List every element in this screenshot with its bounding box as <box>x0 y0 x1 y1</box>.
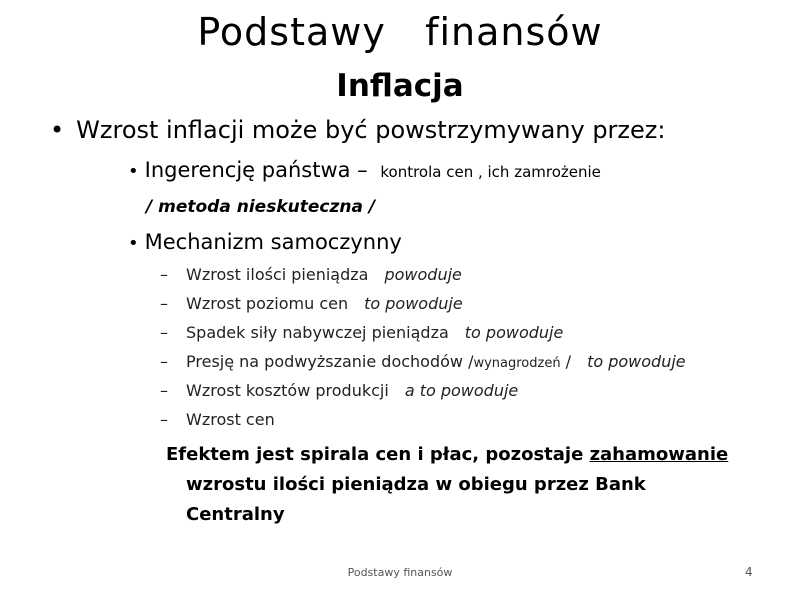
step-item <box>160 294 463 313</box>
bullet-item-mechanizm <box>128 230 402 254</box>
step-suffix: to powoduje <box>587 352 686 371</box>
step-text: Wzrost poziomu cen <box>186 294 349 313</box>
step-small-text: wynagrodzeń <box>473 356 561 371</box>
step-item <box>160 352 686 371</box>
step-text: Wzrost kosztów produkcji <box>186 381 389 400</box>
conclusion-underlined: zahamowanie <box>589 444 729 465</box>
dash-icon: – <box>160 352 168 371</box>
step-text: Spadek siły nabywczej pieniądza <box>186 323 449 342</box>
slide-subtitle: Inflacja <box>336 68 464 104</box>
step-after-text: / <box>560 352 572 371</box>
main-bullet <box>50 116 665 144</box>
step-text: Presję na podwyższanie dochodów / <box>186 352 474 371</box>
item1-detail: kontrola cen , ich zamrożenie <box>380 163 601 181</box>
bullet-item-ingerencja <box>128 158 601 182</box>
item1-note: / metoda nieskuteczna / <box>146 197 376 217</box>
bullet-dot-icon: • <box>128 233 139 254</box>
item1-note-line <box>146 193 375 217</box>
footer-text: Podstawy finansów <box>347 566 453 579</box>
conclusion-line3: Centralny <box>186 504 285 525</box>
dash-icon: – <box>160 294 168 313</box>
step-text: Wzrost cen <box>186 410 275 429</box>
step-suffix: to powoduje <box>464 323 564 342</box>
bullet-dot-icon: • <box>50 116 65 144</box>
step-item <box>160 265 462 284</box>
conclusion <box>166 440 766 530</box>
item2-label: Mechanizm samoczynny <box>144 230 402 254</box>
bullet-dot-icon: • <box>128 161 139 182</box>
dash-icon: – <box>160 323 168 342</box>
dash-icon: – <box>160 410 168 429</box>
step-suffix: to powoduje <box>364 294 463 313</box>
conclusion-text: Efektem jest spirala cen i płac, pozostaje <box>166 444 590 465</box>
step-item <box>160 323 563 342</box>
step-item <box>160 381 518 400</box>
slide-title: Podstawy finansów <box>197 10 603 54</box>
step-suffix: a to powoduje <box>404 381 519 400</box>
step-item <box>160 410 291 429</box>
main-bullet-text: Wzrost inflacji może być powstrzymywany przez: <box>76 116 666 144</box>
step-suffix: powoduje <box>384 265 462 284</box>
dash-icon: – <box>160 265 168 284</box>
page-number: 4 <box>745 565 753 579</box>
step-text: Wzrost ilości pieniądza <box>186 265 369 284</box>
conclusion-line2: wzrostu ilości pieniądza w obiegu przez Bank <box>186 474 646 495</box>
dash-icon: – <box>160 381 168 400</box>
item1-label: Ingerencję państwa – <box>144 158 368 182</box>
